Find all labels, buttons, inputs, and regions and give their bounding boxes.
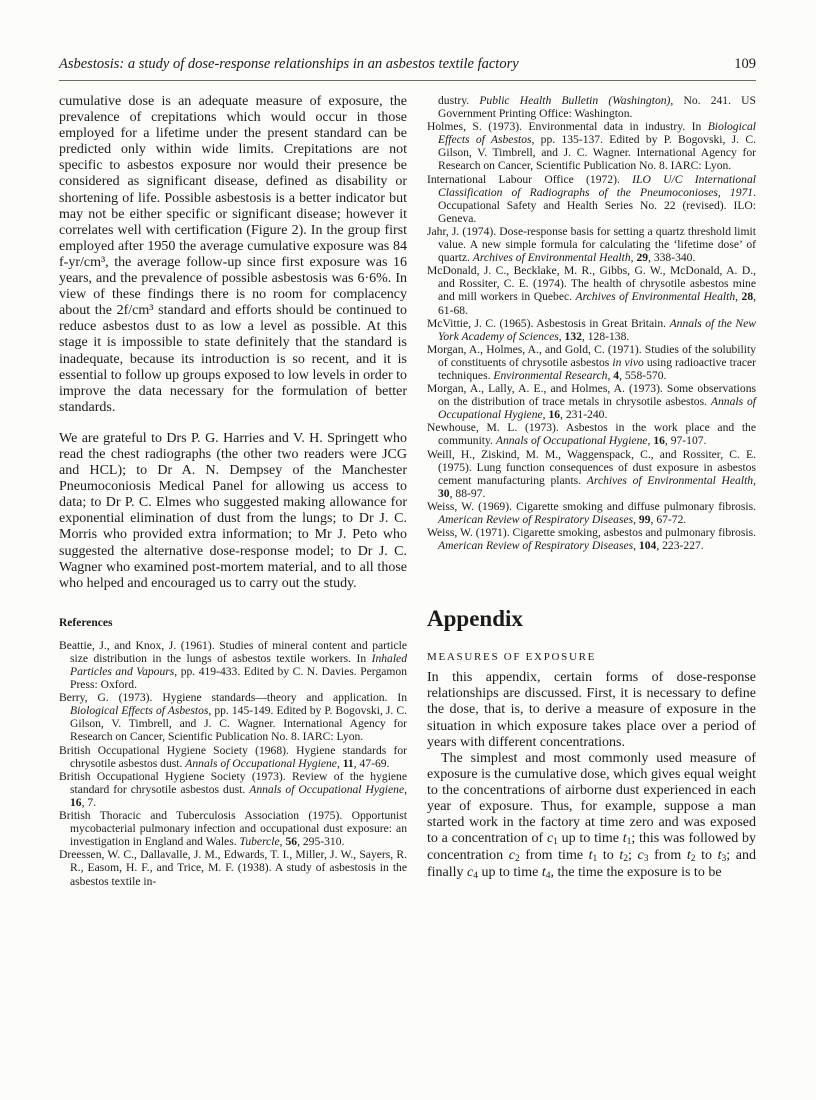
reference-entry: International Labour Office (1972). ILO U/C International Classification of Radiographs of the Pneumoconioses, 1971. Occupational Safety and Health Series No. 22 (revised). ILO: Geneva. — [427, 172, 756, 225]
reference-entry: Berry, G. (1973). Hygiene standards—theory and application. In Biological Effects of Asbestos, pp. 145-149. Edited by P. Bogovski, J. C. Gilson, V. Timbrell, and J. C. Wagner. International Agency for Research on Cancer, Scientific Publication No. 8. IARC: Lyon. — [59, 691, 407, 744]
appendix-paragraph: The simplest and most commonly used measure of exposure is the cumulative dose, which gives equal weight to the concentrations of airborne dust experienced in each year of exposure. Thus, for example, suppose a man started work in the factory at time zero and was exposed to a concentration of $c_1$ up to time $t_1$; this was followed by concentration $c_2$ from time $t_1$ to $t_2$; $c_3$ from $t_2$ to $t_3$; and finally $c_4$ up to time $t_4$, the time the exposure is to be — [427, 750, 757, 882]
body-paragraph: cumulative dose is an adequate measure of exposure, the prevalence of crepitations which would occur in those employed for a lifetime under the present standard can be predicted only within wide limits. Crepitations are not specific to asbestos exposure nor would their presence be considered as significant disease, defined as disability or shortening of life. Possible asbestosis is a better indicator but may not be either specific or significant disease; however it correlates well with certification (Figure 2). In the group first employed after 1950 the average cumulative exposure was 84 f-yr/cm³, the average follow-up since first exposure was 16 years, and the prevalence of possible asbestosis was 6·6%. In view of these findings there is no room for complacency about the 2f/cm³ standard and efforts should be continued to reduce asbestos dust to as low a level as possible. At this stage it is impossible to state definitely that the standard is inadequate, because its introduction is so recent, and it is essential to follow up groups exposed to low levels in order to improve the data necessary for the formulation of better standards. — [59, 94, 407, 415]
two-column-layout — [59, 94, 756, 888]
appendix-heading: Appendix — [427, 606, 523, 632]
reference-entry: Weiss, W. (1969). Cigarette smoking and diffuse pulmonary fibrosis. American Review of Respiratory Diseases, 99, 67-72. — [427, 499, 756, 526]
reference-entry: McDonald, J. C., Becklake, M. R., Gibbs, G. W., McDonald, A. D., and Rossiter, C. E. (1974). The health of chrysotile asbestos mine and mill workers in Quebec. Archives of Environmental Health, 28, 61-68. — [427, 264, 757, 317]
reference-entry: Weiss, W. (1971). Cigarette smoking, asbestos and pulmonary fibrosis. American Review of Respiratory Diseases, 104, 223-227. — [427, 526, 756, 553]
reference-entry: Morgan, A., Holmes, A., and Gold, C. (1971). Studies of the solubility of constituents of chrysotile asbestos in vivo using radioactive tracer techniques. Environmental Research, 4, 558-570. — [427, 342, 756, 382]
reference-entry: Dreessen, W. C., Dallavalle, J. M., Edwards, T. I., Miller, J. W., Sayers, R. R., Easom, H. F., and Trice, M. F. (1938). A study of asbestosis in the asbestos textile in- — [59, 848, 407, 888]
references-list-left — [59, 639, 407, 888]
right-column — [427, 94, 756, 888]
appendix-paragraph: In this appendix, certain forms of dose-response relationships are discussed. First, it is necessary to define the dose, that is, to derive a measure of exposure in the situation in which exposure takes place over a period of years with different concentrations. — [427, 670, 756, 750]
reference-entry: British Thoracic and Tuberculosis Association (1975). Opportunist mycobacterial pulmonary infection and occupational dust exposure: an investigation in England and Wales. Tubercle, 56, 295-310. — [59, 809, 407, 849]
reference-entry: Newhouse, M. L. (1973). Asbestos in the work place and the community. Annals of Occupational Hygiene, 16, 97-107. — [427, 421, 756, 448]
measures-of-exposure-heading: MEASURES OF EXPOSURE — [427, 651, 597, 664]
reference-entry-continuation: dustry. Public Health Bulletin (Washington), No. 241. US Government Printing Office: Washington. — [438, 94, 756, 121]
reference-entry: British Occupational Hygiene Society (1973). Review of the hygiene standard for chrysotile asbestos dust. Annals of Occupational Hygiene, 16, 7. — [59, 769, 408, 809]
page-header — [59, 56, 756, 73]
appendix-section — [427, 606, 756, 882]
reference-entry: Holmes, S. (1973). Environmental data in industry. In Biological Effects of Asbestos, pp. 135-137. Edited by P. Bogovski, J. C. Gilson, V. Timbrell, and J. C. Wagner. International Agency for Research on Cancer, Scientific Publication No. 8. IARC: Lyon. — [427, 120, 756, 173]
running-title: Asbestosis: a study of dose-response relationships in an asbestos textile factory — [59, 56, 519, 72]
reference-entry: Morgan, A., Lally, A. E., and Holmes, A. (1973). Some observations on the distribution of trace metals in chrysotile asbestos. Annals of Occupational Hygiene, 16, 231-240. — [427, 382, 756, 422]
reference-entry: McVittie, J. C. (1965). Asbestosis in Great Britain. Annals of the New York Academy of Sciences, 132, 128-138. — [427, 316, 756, 343]
reference-entry: Jahr, J. (1974). Dose-response basis for setting a quartz threshold limit value. A new simple formula for calculating the ‘lifetime dose’ of quartz. Archives of Environmental Health, 29, 338-340. — [427, 224, 756, 265]
page-number: 109 — [734, 56, 756, 72]
reference-entry: Weill, H., Ziskind, M. M., Waggenspack, C., and Rossiter, C. E. (1975). Lung function consequences of dust exposure in asbestos cement manufacturing plants. Archives of Environmental Health, 30, 88-97. — [427, 447, 756, 500]
references-heading: References — [59, 616, 113, 629]
reference-entry: Beattie, J., and Knox, J. (1961). Studies of mineral content and particle size distribution in the lungs of asbestos textile workers. In Inhaled Particles and Vapours, pp. 419-433. Edited by C. N. Davies. Pergamon Press: Oxford. — [59, 638, 407, 692]
header-rule — [59, 80, 756, 81]
acknowledgements-paragraph: We are grateful to Drs P. G. Harries and V. H. Springett who read the chest radiographs (the other two readers were JCG and HCL); to Dr A. N. Dempsey of the Manchester Pneumoconiosis Medical Panel for allowing us access to data; to Dr P. C. Elmes who suggested making allowance for exponential elimination of dust from the lungs; to Dr J. C. Morris who provided extra information; to Mr J. Peto who suggested the alternative dose-response model; to Dr J. C. Wagner who examined post-mortem material, and to all those who helped and encouraged us to carry out the study. — [59, 430, 407, 591]
left-column — [59, 94, 407, 888]
references-list-right — [427, 94, 756, 552]
reference-entry: British Occupational Hygiene Society (1968). Hygiene standards for chrysotile asbestos dust. Annals of Occupational Hygiene, 11, 47-69. — [59, 743, 407, 770]
